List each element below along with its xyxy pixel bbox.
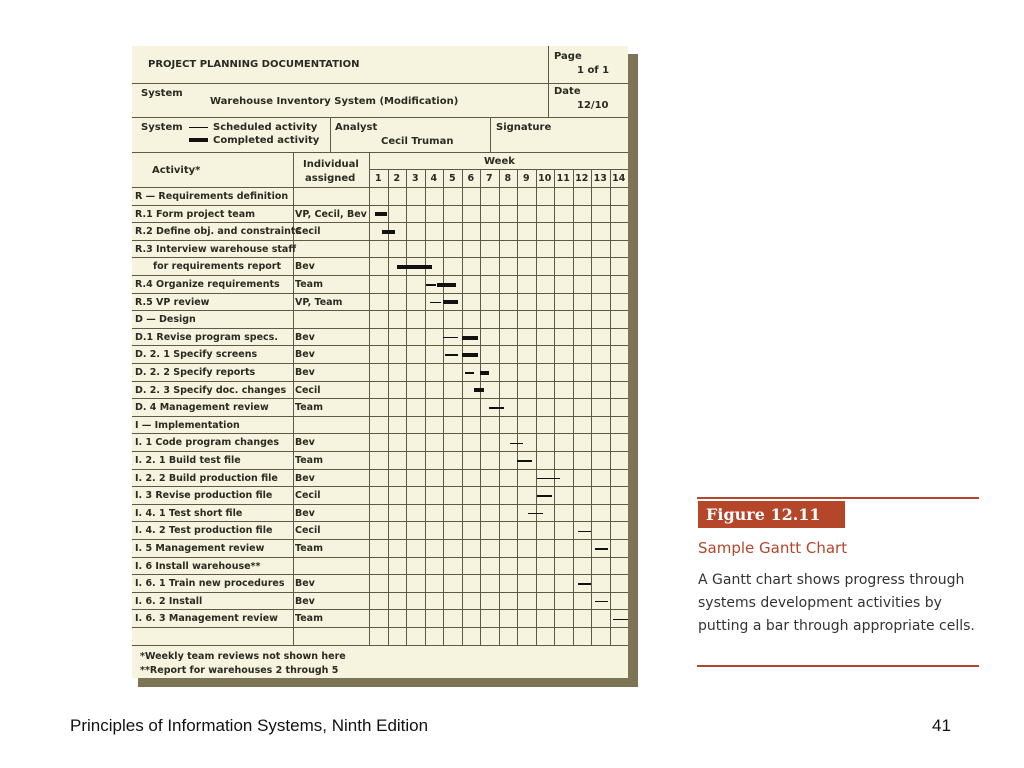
assigned-label: Bev [295,472,315,484]
form-rule [132,83,628,84]
signature-label: Signature [496,122,552,133]
scheduled-legend-swatch [189,127,208,128]
assigned-label: Team [295,543,323,554]
activity-label: I. 6. 3 Management review [135,613,278,625]
form-rule [132,117,628,118]
week-number: 10 [538,173,552,184]
scheduled-activity-bar [595,601,608,603]
activity-label: R — Requirements definition [135,191,289,202]
assigned-label: Team [295,279,323,290]
completed-activity-bar [375,212,388,216]
page-label: Page [554,51,582,62]
assigned-label: Cecil [295,384,321,396]
week-number: 13 [593,173,607,184]
page-number: 41 [932,716,951,735]
completed-legend-swatch [189,138,208,142]
page-value: 1 of 1 [577,65,610,76]
activity-label: R.2 Define obj. and constraints [135,226,302,238]
activity-label: D. 4 Management review [135,402,269,414]
scheduled-activity-bar [578,583,591,585]
assigned-label: VP, Team [295,296,343,308]
figure-title: Sample Gantt Chart [698,539,848,557]
activity-label: R.3 Interview warehouse staff [135,243,297,255]
activity-label: I. 6 Install warehouse** [135,560,261,572]
assigned-label: Bev [295,331,315,343]
scheduled-activity-bar [537,495,552,497]
week-number: 11 [556,173,570,184]
scheduled-activity-bar [430,302,441,304]
grid-line [132,645,628,646]
assigned-label: Bev [295,349,315,361]
week-number: 4 [430,173,438,184]
scheduled-activity-bar [578,531,591,533]
assigned-label: Bev [295,367,315,378]
completed-activity-bar [474,388,483,392]
week-number: 3 [411,173,419,184]
activity-label: I. 4. 1 Test short file [135,507,243,519]
date-value: 12/10 [577,100,609,111]
assigned-header: assigned [305,173,356,184]
completed-activity-bar [437,283,456,287]
activity-label: D. 2. 1 Specify screens [135,349,258,361]
caption-rule [697,497,979,499]
scheduled-activity-bar [465,372,474,374]
activity-label: I — Implementation [135,419,240,431]
scheduled-activity-bar [517,460,532,462]
completed-activity-bar [462,336,479,340]
activity-label: R.5 VP review [135,296,210,308]
footer-book-title: Principles of Information Systems, Ninth Edition [70,716,429,735]
activity-label: I. 6. 2 Install [135,595,203,607]
week-number: 2 [393,173,401,184]
assigned-label: VP, Cecil, Bev [295,208,367,220]
scheduled-activity-bar [595,548,608,550]
week-number: 1 [374,173,382,184]
completed-activity-bar [443,300,458,304]
activity-label: I. 6. 1 Train new procedures [135,578,285,590]
form-rule [132,152,628,153]
scheduled-activity-bar [510,443,523,445]
activity-label: D.1 Revise program specs. [135,331,278,343]
footnote: *Weekly team reviews not shown here [140,651,346,662]
system-value: Warehouse Inventory System (Modification) [210,96,459,107]
week-number: 7 [485,173,493,184]
assigned-label: Bev [295,507,315,519]
week-number: 9 [522,173,530,184]
scheduled-activity-bar [489,407,504,409]
activity-label: I. 4. 2 Test production file [135,525,273,537]
activity-label: I. 2. 2 Build production file [135,472,278,484]
activity-label: D — Design [135,314,196,326]
assigned-label: Bev [295,437,315,449]
week-number: 14 [612,173,626,184]
assigned-label: Team [295,455,323,466]
activity-label: R.1 Form project team [135,208,256,220]
date-label: Date [554,86,581,97]
analyst-value: Cecil Truman [381,136,454,147]
assigned-label: Team [295,613,323,625]
form-title: PROJECT PLANNING DOCUMENTATION [148,59,360,70]
activity-label: I. 2. 1 Build test file [135,455,241,466]
activity-label: I. 3 Revise production file [135,490,273,502]
completed-activity-bar [397,265,432,269]
scheduled-activity-bar [528,513,543,515]
assigned-label: Bev [295,261,315,273]
week-number: 6 [467,173,475,184]
activity-header: Activity* [152,165,201,176]
week-number: 12 [575,173,589,184]
activity-label: D. 2. 3 Specify doc. changes [135,384,287,396]
scheduled-activity-bar [426,284,435,286]
activity-label: for requirements report [153,261,282,273]
activity-label: D. 2. 2 Specify reports [135,367,256,378]
completed-activity-bar [462,353,479,357]
figure-description: A Gantt chart shows progress through systems development activities by putting a bar through appropriate cells. [698,572,975,634]
form-rule [330,117,331,152]
assigned-label: Team [295,402,323,414]
week-header: Week [484,156,515,167]
caption-rule [697,665,979,667]
assigned-label: Bev [295,595,315,607]
assigned-label: Bev [295,578,315,590]
project-planning-form [132,46,628,678]
assigned-label: Cecil [295,490,321,502]
legend-system-label: System [141,122,183,133]
assigned-header: Individual [303,159,359,170]
footnote: **Report for warehouses 2 through 5 [140,665,339,676]
activity-label: I. 5 Management review [135,543,265,554]
scheduled-activity-bar [443,337,458,339]
legend-scheduled: Scheduled activity [213,122,318,133]
scheduled-activity-bar [537,478,559,480]
system-label: System [141,88,183,99]
completed-activity-bar [480,371,489,375]
assigned-label: Cecil [295,226,321,238]
completed-activity-bar [382,230,395,234]
legend-completed: Completed activity [213,135,320,146]
week-number: 8 [504,173,512,184]
activity-label: I. 1 Code program changes [135,437,279,449]
form-rule [490,117,491,152]
analyst-label: Analyst [335,122,378,133]
activity-label: R.4 Organize requirements [135,279,280,290]
form-rule [548,46,549,117]
scheduled-activity-bar [613,619,628,621]
scheduled-activity-bar [445,354,458,356]
assigned-label: Cecil [295,525,321,537]
figure-label: Figure 12.11 [698,501,845,528]
week-number: 5 [448,173,456,184]
